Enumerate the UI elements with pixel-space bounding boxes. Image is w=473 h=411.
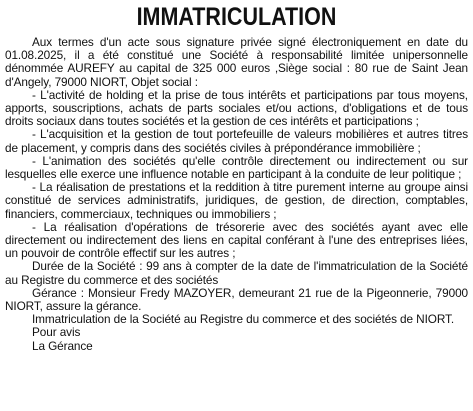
paragraph-object-treasury: - La réalisation d'opérations de trésorerie avec des sociétés ayant avec elle directement ou indirectement des liens en capital conférant à l'une des entreprises liées, un pouvoir de contrôle effectif sur les autres ; (5, 219, 468, 261)
paragraph-object-holding: - L'activité de holding et la prise de tous intérêts et participations par tous moyens, apports, souscriptions, achats de parts sociales et/ou actions, d'obligations et de tous droits sociaux dans toutes sociétés et la gestion de ces intérêts et participations ; (5, 87, 468, 129)
paragraph-object-animation: - L'animation des sociétés qu'elle contrôle directement ou indirectement ou sur lesquelles elle exerce une influence notable en participant à la conduite de leur politique ; (5, 153, 468, 182)
closing-pour-avis: Pour avis (32, 325, 81, 340)
paragraph-constitution: Aux termes d'un acte sous signature privée signé électroniquement en date du 01.08.2025, il a été constitué une Société à responsabilité limitée unipersonnelle dénommée AUREFY au capital de 325 000 euros ,Siège social : 80 rue de Saint Jean d'Angely, 79000 NIORT, Objet social : (5, 35, 468, 89)
closing-signature: La Gérance (32, 338, 93, 353)
notice-body (5, 36, 468, 353)
paragraph-duration: Durée de la Société : 99 ans à compter de la date de l'immatriculation de la Société au Registre du commerce et des sociétés (5, 259, 468, 287)
paragraph-object-portfolio: - L'acquisition et la gestion de tout portefeuille de valeurs mobilières et autres titres de placement, y compris dans des sociétés civiles à prépondérance immobilière ; (5, 127, 468, 155)
paragraph-management: Gérance : Monsieur Fredy MAZOYER, demeurant 21 rue de la Pigeonnerie, 79000 NIORT, assure la gérance. (5, 285, 468, 314)
notice-title: IMMATRICULATION (136, 3, 337, 31)
paragraph-object-services: - La réalisation de prestations et la reddition à titre purement interne au groupe ainsi constitué de services administratifs, juridiques, de gestion, de direction, comptables, financiers, commerciaux, techniques ou immobiliers ; (5, 180, 468, 221)
paragraph-registration: Immatriculation de la Société au Registre du commerce et des sociétés de NIORT. (32, 312, 455, 327)
